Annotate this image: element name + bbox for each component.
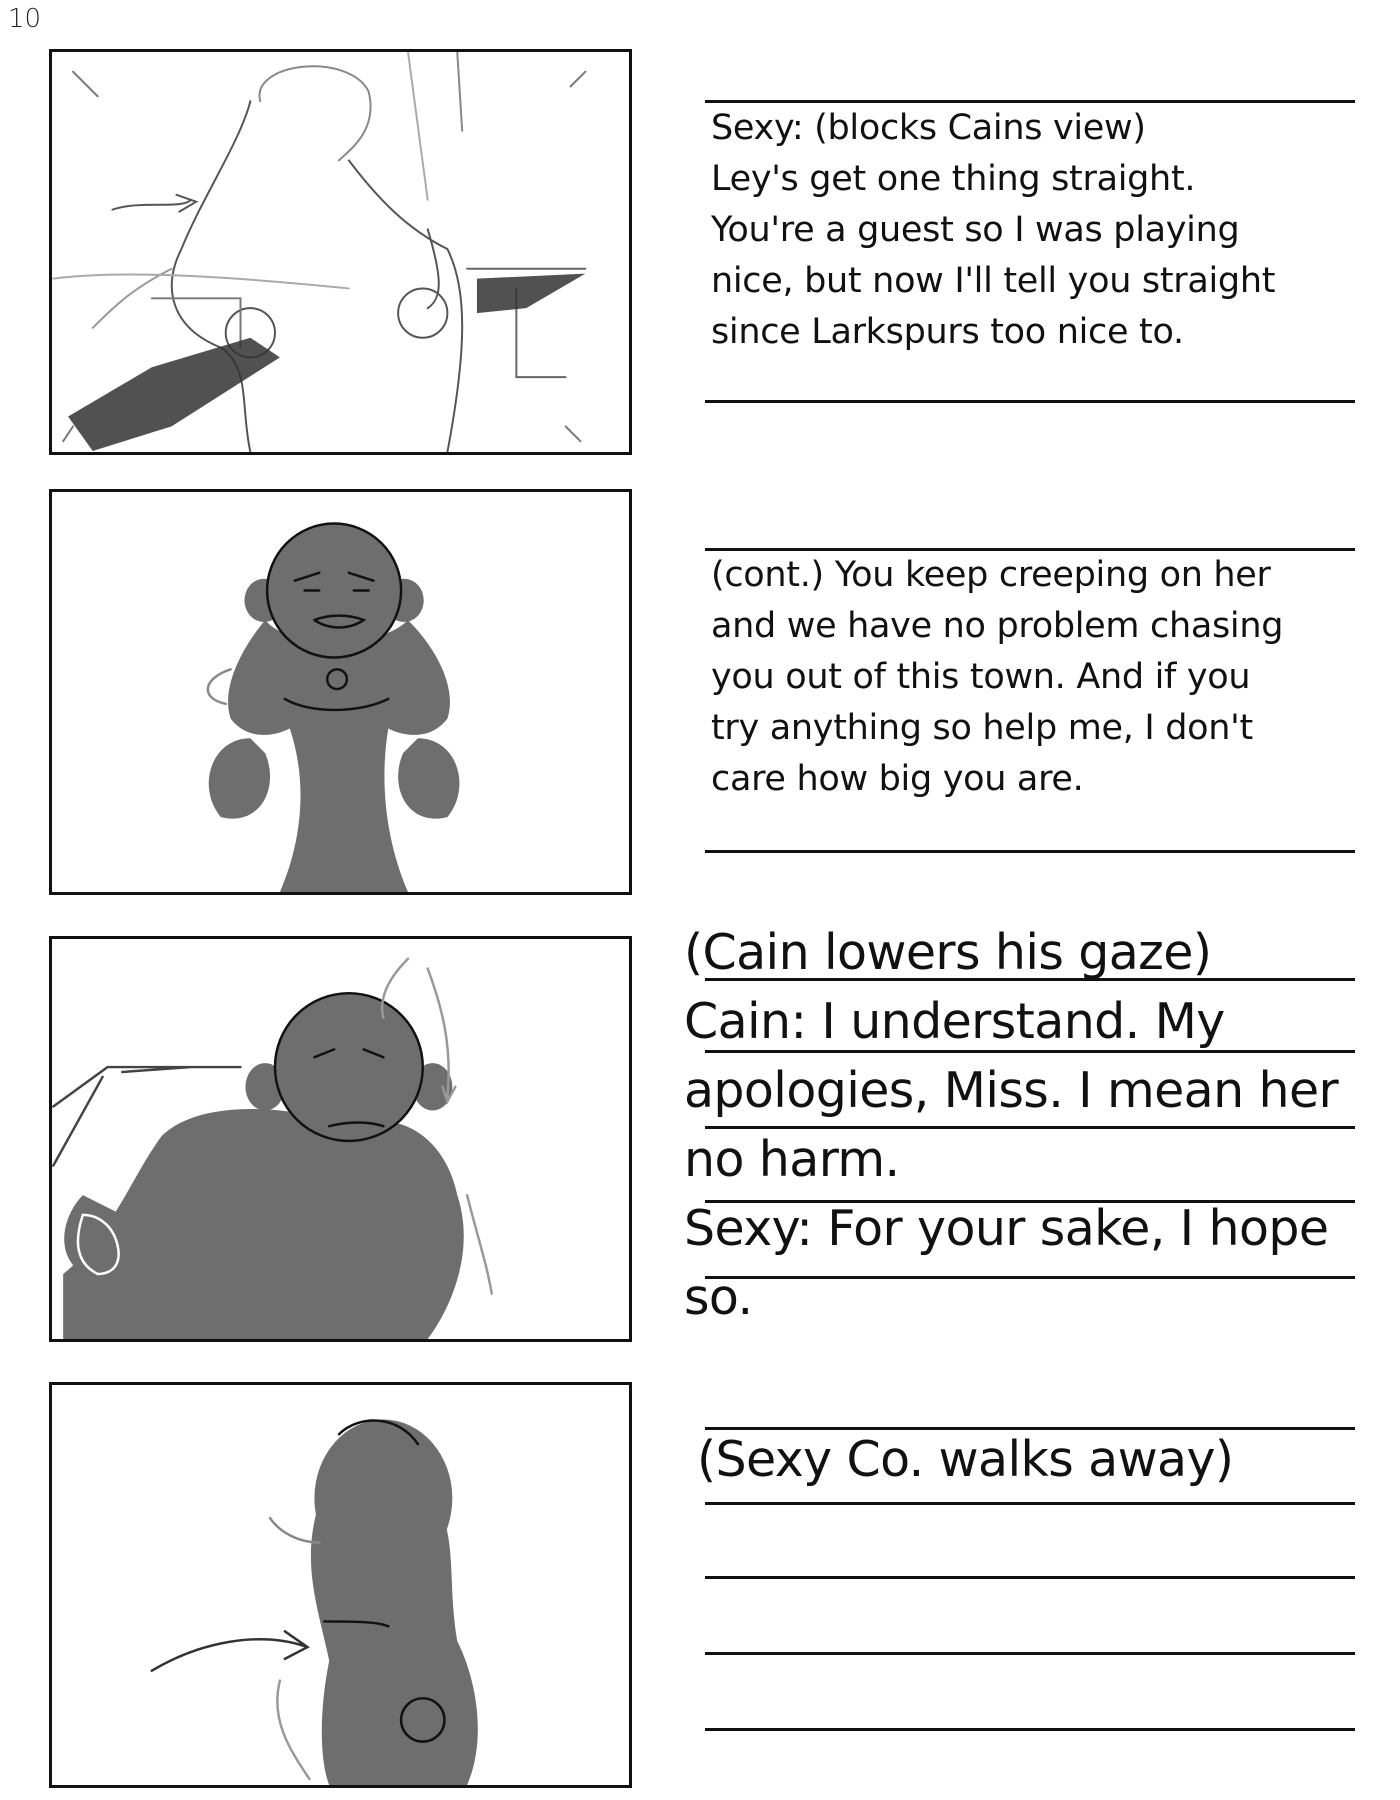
panel-1-notes-text: Sexy: (blocks Cains view) Ley's get one thing straight. You're a guest so I was playing nice, but now I'll tell you straight since Larkspurs too nice to. [711,108,1276,352]
panel-3-notes-text: (Cain lowers his gaze) Cain: I understand. My apologies, Miss. I mean her no harm. Sexy: For your sake, I hope so. [684,924,1339,1326]
storyboard-panel-2 [49,489,632,895]
notes-rule [705,1502,1355,1505]
notes-rule [705,1652,1355,1655]
panel-3-sketch [52,939,629,1339]
page-number: 10 [8,4,42,34]
panel-4-notes-text: (Sexy Co. walks away) [697,1431,1234,1488]
notes-rule [705,850,1355,853]
panel-4-sketch [52,1385,629,1785]
storyboard-panel-3 [49,936,632,1342]
notes-rule [705,400,1355,403]
notes-rule [705,1576,1355,1579]
panel-2-sketch [52,492,629,892]
panel-2-notes-text: (cont.) You keep creeping on her and we have no problem chasing you out of this town. And if you try anything so help me, I don't care how big you are. [711,555,1284,799]
panel-1-sketch [52,52,629,452]
storyboard-panel-4 [49,1382,632,1788]
storyboard-panel-1 [49,49,632,455]
notes-rule [705,1728,1355,1731]
